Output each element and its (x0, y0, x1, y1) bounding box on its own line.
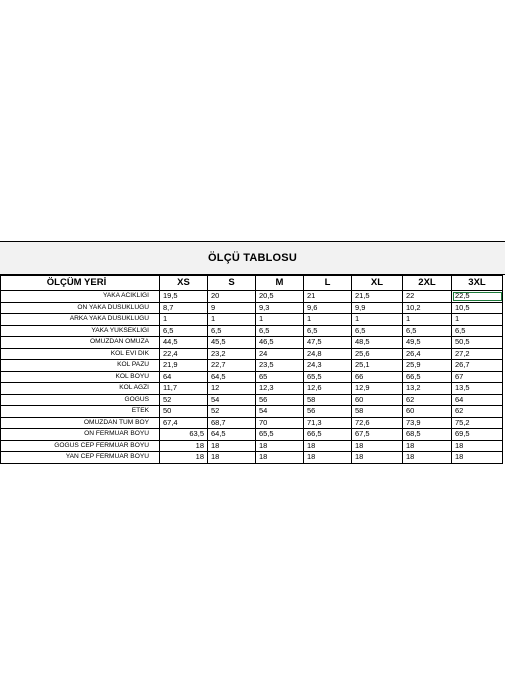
value-cell[interactable]: 24,8 (304, 348, 352, 360)
value-cell[interactable]: 6,5 (352, 325, 403, 337)
value-cell[interactable]: 45,5 (208, 337, 256, 349)
row-label-cell[interactable]: KOL EVI DIK (1, 348, 160, 360)
value-cell[interactable]: 27,2 (452, 348, 503, 360)
value-cell[interactable]: 52 (208, 406, 256, 418)
value-cell[interactable]: 67,4 (160, 417, 208, 429)
value-cell[interactable]: 66 (352, 371, 403, 383)
table-row (1, 429, 503, 441)
value-cell[interactable]: 54 (256, 406, 304, 418)
value-cell[interactable]: 21 (304, 291, 352, 303)
table-row (1, 406, 503, 418)
table-row (1, 314, 503, 326)
value-cell[interactable]: 65 (256, 371, 304, 383)
value-cell[interactable]: 9,6 (304, 302, 352, 314)
value-cell[interactable]: 44,5 (160, 337, 208, 349)
header-cell-measurement[interactable]: ÖLÇÜM YERİ (1, 276, 160, 291)
value-cell[interactable]: 64 (452, 394, 503, 406)
table-row (1, 337, 503, 349)
value-cell[interactable]: 56 (256, 394, 304, 406)
value-cell[interactable]: 18 (160, 440, 208, 452)
header-cell-l[interactable]: L (304, 276, 352, 291)
value-cell[interactable]: 18 (256, 440, 304, 452)
value-cell[interactable]: 19,5 (160, 291, 208, 303)
value-cell[interactable]: 25,6 (352, 348, 403, 360)
value-cell[interactable]: 71,3 (304, 417, 352, 429)
row-label-cell[interactable]: ON YAKA DUSUKLUGU (1, 302, 160, 314)
size-chart-body (1, 276, 503, 464)
size-chart-sheet (0, 241, 505, 464)
value-cell[interactable]: 12 (208, 383, 256, 395)
value-cell[interactable]: 8,7 (160, 302, 208, 314)
value-cell[interactable]: 20,5 (256, 291, 304, 303)
value-cell[interactable]: 1 (403, 314, 452, 326)
value-cell[interactable]: 22 (403, 291, 452, 303)
value-cell[interactable]: 10,2 (403, 302, 452, 314)
table-row (1, 325, 503, 337)
value-cell[interactable]: 1 (160, 314, 208, 326)
value-cell[interactable]: 58 (304, 394, 352, 406)
value-cell[interactable]: 25,1 (352, 360, 403, 372)
value-cell[interactable]: 26,7 (452, 360, 503, 372)
value-cell[interactable]: 62 (403, 394, 452, 406)
table-row (1, 394, 503, 406)
value-cell[interactable]: 65,5 (256, 429, 304, 441)
value-cell[interactable]: 1 (452, 314, 503, 326)
row-label-cell[interactable]: KOL PAZU (1, 360, 160, 372)
value-cell[interactable]: 60 (403, 406, 452, 418)
value-cell[interactable]: 6,5 (160, 325, 208, 337)
row-label-cell[interactable]: YAKA ACIKLIGI (1, 291, 160, 303)
value-cell[interactable]: 12,3 (256, 383, 304, 395)
value-cell[interactable]: 47,5 (304, 337, 352, 349)
value-cell[interactable]: 12,6 (304, 383, 352, 395)
value-cell[interactable]: 72,6 (352, 417, 403, 429)
header-row (1, 276, 503, 291)
value-cell[interactable]: 68,5 (403, 429, 452, 441)
table-row (1, 360, 503, 372)
value-cell[interactable]: 64,5 (208, 371, 256, 383)
value-cell[interactable]: 22,7 (208, 360, 256, 372)
value-cell[interactable]: 69,5 (452, 429, 503, 441)
value-cell[interactable]: 67,5 (352, 429, 403, 441)
value-cell[interactable]: 22,4 (160, 348, 208, 360)
value-cell[interactable]: 1 (352, 314, 403, 326)
table-row (1, 302, 503, 314)
value-cell[interactable]: 13,2 (403, 383, 452, 395)
header-cell-s[interactable]: S (208, 276, 256, 291)
table-row (1, 440, 503, 452)
value-cell[interactable]: 18 (452, 440, 503, 452)
value-cell[interactable]: 75,2 (452, 417, 503, 429)
value-cell[interactable]: 1 (256, 314, 304, 326)
value-cell[interactable]: 24,3 (304, 360, 352, 372)
row-label-cell[interactable]: GOGUS CEP FERMUAR BOYU (1, 440, 160, 452)
value-cell[interactable]: 64,5 (208, 429, 256, 441)
size-chart-table (0, 275, 503, 464)
value-cell[interactable]: 18 (304, 440, 352, 452)
value-cell[interactable]: 63,5 (160, 429, 208, 441)
row-label-cell[interactable]: OMUZDAN TUM BOY (1, 417, 160, 429)
value-cell[interactable]: 1 (304, 314, 352, 326)
row-label-cell[interactable]: KOL BOYU (1, 371, 160, 383)
table-row (1, 348, 503, 360)
value-cell[interactable]: 18 (352, 452, 403, 464)
value-cell[interactable]: 73,9 (403, 417, 452, 429)
value-cell[interactable]: 18 (352, 440, 403, 452)
value-cell[interactable]: 18 (452, 452, 503, 464)
header-cell-2xl[interactable]: 2XL (403, 276, 452, 291)
value-cell[interactable]: 68,7 (208, 417, 256, 429)
header-cell-xl[interactable]: XL (352, 276, 403, 291)
value-cell[interactable]: 23,5 (256, 360, 304, 372)
value-cell[interactable]: 50,5 (452, 337, 503, 349)
header-cell-xs[interactable]: XS (160, 276, 208, 291)
value-cell[interactable]: 46,5 (256, 337, 304, 349)
value-cell[interactable]: 21,5 (352, 291, 403, 303)
value-cell[interactable]: 60 (352, 394, 403, 406)
value-cell[interactable]: 18 (160, 452, 208, 464)
value-cell[interactable]: 18 (208, 440, 256, 452)
table-row (1, 452, 503, 464)
value-cell[interactable]: 20 (208, 291, 256, 303)
value-cell[interactable]: 50 (160, 406, 208, 418)
value-cell[interactable]: 18 (403, 440, 452, 452)
value-cell[interactable]: 64 (160, 371, 208, 383)
value-cell[interactable]: 18 (304, 452, 352, 464)
value-cell[interactable]: 66,5 (403, 371, 452, 383)
value-cell[interactable]: 67 (452, 371, 503, 383)
value-cell[interactable]: 6,5 (304, 325, 352, 337)
value-cell[interactable]: 21,9 (160, 360, 208, 372)
value-cell[interactable]: 9,9 (352, 302, 403, 314)
value-cell[interactable]: 22,5 (452, 291, 503, 303)
value-cell[interactable]: 24 (256, 348, 304, 360)
table-row (1, 417, 503, 429)
row-label-cell[interactable]: ETEK (1, 406, 160, 418)
header-cell-m[interactable]: M (256, 276, 304, 291)
row-label-cell[interactable]: ARKA YAKA DUSUKLUGU (1, 314, 160, 326)
value-cell[interactable]: 18 (403, 452, 452, 464)
value-cell[interactable]: 18 (208, 452, 256, 464)
value-cell[interactable]: 9 (208, 302, 256, 314)
value-cell[interactable]: 48,5 (352, 337, 403, 349)
table-row (1, 383, 503, 395)
table-row (1, 371, 503, 383)
value-cell[interactable]: 54 (208, 394, 256, 406)
value-cell[interactable]: 10,5 (452, 302, 503, 314)
value-cell[interactable]: 11,7 (160, 383, 208, 395)
value-cell[interactable]: 6,5 (403, 325, 452, 337)
value-cell[interactable]: 12,9 (352, 383, 403, 395)
value-cell[interactable]: 6,5 (256, 325, 304, 337)
value-cell[interactable]: 49,5 (403, 337, 452, 349)
row-label-cell[interactable]: YAN CEP FERMUAR BOYU (1, 452, 160, 464)
value-cell[interactable]: 26,4 (403, 348, 452, 360)
value-cell[interactable]: 70 (256, 417, 304, 429)
value-cell[interactable]: 23,2 (208, 348, 256, 360)
value-cell[interactable]: 9,3 (256, 302, 304, 314)
value-cell[interactable]: 6,5 (452, 325, 503, 337)
row-label-cell[interactable]: GOGUS (1, 394, 160, 406)
row-label-cell[interactable]: ON FERMUAR BOYU (1, 429, 160, 441)
value-cell[interactable]: 6,5 (208, 325, 256, 337)
row-label-cell[interactable]: KOL AGZI (1, 383, 160, 395)
value-cell[interactable]: 66,5 (304, 429, 352, 441)
value-cell[interactable]: 25,9 (403, 360, 452, 372)
value-cell[interactable]: 18 (256, 452, 304, 464)
row-label-cell[interactable]: OMUZDAN OMUZA (1, 337, 160, 349)
row-label-cell[interactable]: YAKA YUKSEKLIGI (1, 325, 160, 337)
table-row (1, 291, 503, 303)
size-chart-title: ÖLÇÜ TABLOSU (0, 241, 505, 275)
header-cell-3xl[interactable]: 3XL (452, 276, 503, 291)
value-cell[interactable]: 62 (452, 406, 503, 418)
value-cell[interactable]: 52 (160, 394, 208, 406)
value-cell[interactable]: 13,5 (452, 383, 503, 395)
value-cell[interactable]: 1 (208, 314, 256, 326)
value-cell[interactable]: 56 (304, 406, 352, 418)
value-cell[interactable]: 65,5 (304, 371, 352, 383)
value-cell[interactable]: 58 (352, 406, 403, 418)
